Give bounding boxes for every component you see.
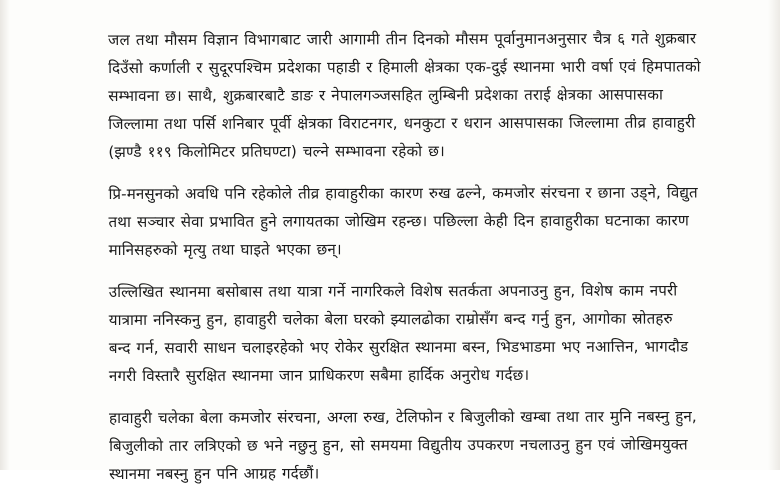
text-line: स्थानमा नबस्नु हुन पनि आग्रह गर्दछौं। <box>109 464 320 483</box>
text-line: यात्रामा ननिस्कनु हुन, हावाहुरी चलेका बेला घरको झ्यालढोका राम्रोसँग बन्द गर्नु हुन, आगोका स्रोतहरु <box>108 309 673 329</box>
text-line: हावाहुरी चलेका बेला कमजोर संरचना, अग्ला रुख, टेलिफोन र बिजुलीको खम्बा तथा तार मुनि नबस्नु हुन, <box>109 407 697 427</box>
text-line: दिउँसो कर्णाली र सुदूरपश्चिम प्रदेशका पहाडी र हिमाली क्षेत्रका एक-दुई स्थानमा भारी वर्षा एवं हिमपातको <box>108 57 701 77</box>
text-line: तथा सञ्चार सेवा प्रभावित हुने लगायतका जोखिम रहन्छ। पछिल्ला केही दिन हावाहुरीका घटनाका कारण <box>108 211 689 231</box>
text-line: जिल्लामा तथा पर्सि शनिबार पूर्वी क्षेत्रका विराटनगर, धनकुटा र धरान आसपासका जिल्लामा तीव्र हावाहुरी <box>108 113 696 133</box>
paragraph-risk <box>108 178 748 264</box>
text-line: बिजुलीको तार लत्रिएको छ भने नछुनु हुन, सो समयमा विद्युतीय उपकरण नचलाउनु हुन एवं जोखिमयुक्त <box>109 435 688 455</box>
text-line: उल्लिखित स्थानमा बसोबास तथा यात्रा गर्ने नागरिकले विशेष सतर्कता अपनाउनु हुन, विशेष काम नपरी <box>108 281 678 301</box>
text-line: नगरी विस्तारै सुरक्षित स्थानमा जान प्राधिकरण सबैमा हार्दिक अनुरोध गर्दछ। <box>108 365 530 385</box>
paragraph-advisory <box>109 276 749 390</box>
text-line: मानिसहरुको मृत्यु तथा घाइते भएका छन्। <box>108 240 342 259</box>
paragraph-forecast <box>108 24 748 166</box>
text-line: जल तथा मौसम विज्ञान विभागबाट जारी आगामी तीन दिनको मौसम पूर्वानुमानअनुसार चैत्र ६ गते शुक्रबार <box>108 29 697 49</box>
text-line: बन्द गर्न, सवारी साधन चलाइरहेको भए रोकेर सुरक्षित स्थानमा बस्न, भिडभाडमा भए नआत्तिन, भागदौड <box>108 337 689 357</box>
text-line: प्रि-मनसुनको अवधि पनि रहेकोले तीव्र हावाहुरीका कारण रुख ढल्ने, कमजोर संरचना र छाना उड्ने, विद्युत <box>108 183 698 203</box>
text-line: (झण्डै ११९ किलोमिटर प्रतिघण्टा) चल्ने सम्भावना रहेको छ। <box>108 142 445 161</box>
text-line: सम्भावना छ। साथै, शुक्रबारबाटै डाङ र नेपालगञ्जसहित लुम्बिनी प्रदेशका तराई क्षेत्रका आसपासका <box>108 85 664 105</box>
paragraph-safety <box>109 402 749 488</box>
document-body <box>108 24 749 501</box>
